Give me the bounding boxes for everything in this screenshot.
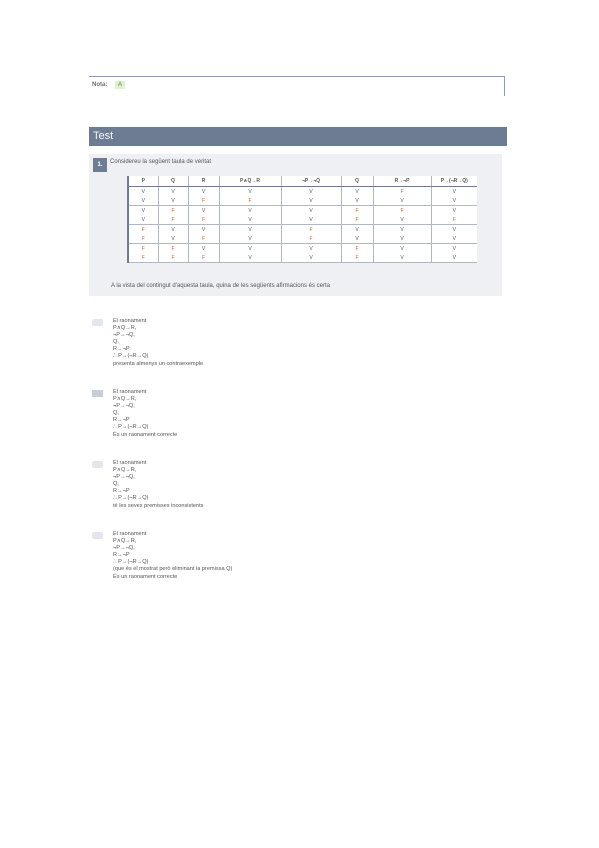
table-cell: V bbox=[341, 225, 373, 235]
table-row bbox=[128, 206, 477, 216]
table-cell: F bbox=[128, 244, 158, 254]
table-cell: V bbox=[219, 225, 281, 235]
table-cell: F bbox=[341, 206, 373, 216]
table-header-cell: R→¬P bbox=[373, 176, 431, 187]
table-cell: V bbox=[158, 187, 188, 197]
question-panel bbox=[89, 154, 502, 296]
table-cell: V bbox=[373, 244, 431, 254]
answer-text bbox=[113, 460, 203, 510]
answer-line: ∴ P→(¬R→Q) bbox=[113, 559, 149, 566]
table-row bbox=[128, 244, 477, 254]
table-header-cell: Q bbox=[341, 176, 373, 187]
answer-line: Q, bbox=[113, 481, 119, 488]
table-cell: V bbox=[281, 244, 341, 254]
table-cell: F bbox=[341, 253, 373, 263]
answer-option[interactable] bbox=[92, 318, 472, 372]
grade-value: A bbox=[115, 81, 125, 89]
answer-line: El raonament bbox=[113, 531, 147, 537]
table-cell: V bbox=[341, 187, 373, 197]
table-cell: V bbox=[431, 253, 477, 263]
table-cell: F bbox=[341, 244, 373, 254]
table-cell: F bbox=[158, 206, 188, 216]
answer-text bbox=[113, 389, 177, 439]
table-cell: V bbox=[341, 196, 373, 206]
table-cell: V bbox=[431, 196, 477, 206]
table-cell: F bbox=[373, 187, 431, 197]
answer-line: És un raonament correcte bbox=[113, 573, 178, 580]
table-cell: V bbox=[281, 187, 341, 197]
table-header-cell: P bbox=[128, 176, 158, 187]
answer-line: Q, bbox=[113, 410, 119, 417]
table-cell: V bbox=[373, 234, 431, 244]
answer-line: R→¬P bbox=[113, 552, 130, 559]
table-cell: F bbox=[281, 225, 341, 235]
table-cell: V bbox=[158, 196, 188, 206]
question-text: Considereu la següent taula de veritat bbox=[110, 159, 212, 165]
table-cell: V bbox=[219, 215, 281, 225]
table-cell: V bbox=[188, 244, 219, 254]
table-cell: V bbox=[373, 225, 431, 235]
table-cell: F bbox=[158, 244, 188, 254]
question-caption: A la vista del contingut d'aquesta taula, quina de les següents afirmacions és certa bbox=[111, 283, 330, 289]
table-cell: F bbox=[373, 206, 431, 216]
answer-option[interactable] bbox=[92, 531, 472, 585]
answer-radio[interactable] bbox=[92, 319, 103, 326]
answer-option[interactable] bbox=[92, 389, 472, 443]
table-row bbox=[128, 225, 477, 235]
table-header-cell: ¬P→¬Q bbox=[281, 176, 341, 187]
table-cell: F bbox=[431, 215, 477, 225]
table-cell: V bbox=[219, 244, 281, 254]
answer-line: ¬P→¬Q, bbox=[113, 403, 135, 410]
grade-box bbox=[89, 76, 505, 96]
answer-line: ∴ P→(¬R→Q) bbox=[113, 353, 149, 360]
table-cell: V bbox=[188, 225, 219, 235]
table-row bbox=[128, 253, 477, 263]
question-number: 1. bbox=[93, 158, 107, 172]
table-cell: V bbox=[281, 253, 341, 263]
table-cell: F bbox=[158, 215, 188, 225]
table-cell: V bbox=[431, 225, 477, 235]
table-cell: V bbox=[373, 215, 431, 225]
table-row bbox=[128, 196, 477, 206]
table-cell: V bbox=[158, 234, 188, 244]
answer-line: Q, bbox=[113, 339, 119, 346]
table-cell: V bbox=[219, 187, 281, 197]
section-title: Test bbox=[93, 130, 114, 142]
table-cell: F bbox=[188, 196, 219, 206]
answer-line: té les seves premisses inconsistents bbox=[113, 502, 204, 509]
table-cell: F bbox=[341, 215, 373, 225]
table-header-cell: Q bbox=[158, 176, 188, 187]
table-row bbox=[128, 215, 477, 225]
table-cell: V bbox=[281, 196, 341, 206]
truth-table bbox=[127, 176, 477, 263]
answer-line: P∧Q→R, bbox=[113, 396, 137, 403]
table-cell: V bbox=[128, 196, 158, 206]
answer-line: És un raonament correcte bbox=[113, 431, 178, 438]
table-cell: F bbox=[188, 253, 219, 263]
table-cell: F bbox=[219, 196, 281, 206]
answer-line: El raonament bbox=[113, 460, 147, 466]
answer-line: El raonament bbox=[113, 318, 147, 324]
table-row bbox=[128, 234, 477, 244]
table-cell: V bbox=[281, 206, 341, 216]
answer-line: P∧Q→R, bbox=[113, 467, 137, 474]
table-cell: V bbox=[158, 225, 188, 235]
answer-option[interactable] bbox=[92, 460, 472, 514]
table-cell: V bbox=[431, 234, 477, 244]
answer-line: (que és el mostrat però eliminant la premissa Q) bbox=[113, 566, 233, 573]
answer-line: ¬P→¬Q, bbox=[113, 332, 135, 339]
table-header-row bbox=[128, 176, 477, 187]
table-cell: V bbox=[128, 206, 158, 216]
table-cell: V bbox=[431, 206, 477, 216]
table-cell: V bbox=[373, 196, 431, 206]
table-cell: V bbox=[188, 187, 219, 197]
answer-line: El raonament bbox=[113, 389, 147, 395]
table-cell: F bbox=[158, 253, 188, 263]
answer-line: P∧Q→R, bbox=[113, 538, 137, 545]
table-cell: V bbox=[219, 234, 281, 244]
answer-radio[interactable] bbox=[92, 532, 103, 539]
answer-line: ¬P→¬Q, bbox=[113, 545, 135, 552]
table-cell: V bbox=[431, 244, 477, 254]
section-header bbox=[89, 127, 507, 146]
table-header-cell: P∧Q→R bbox=[219, 176, 281, 187]
table-cell: V bbox=[188, 206, 219, 216]
table-cell: V bbox=[281, 215, 341, 225]
table-cell: V bbox=[341, 234, 373, 244]
table-header-cell: R bbox=[188, 176, 219, 187]
table-header-cell: P→(¬R→Q) bbox=[431, 176, 477, 187]
table-cell: V bbox=[219, 253, 281, 263]
answer-line: ∴ P→(¬R→Q) bbox=[113, 424, 149, 431]
table-cell: F bbox=[128, 234, 158, 244]
answer-line: R→¬P bbox=[113, 346, 130, 353]
table-cell: V bbox=[128, 187, 158, 197]
table-cell: F bbox=[128, 225, 158, 235]
answer-line: ∴ P→(¬R→Q) bbox=[113, 495, 149, 502]
answer-line: presenta almenys un contraexemple bbox=[113, 360, 204, 367]
table-cell: F bbox=[188, 234, 219, 244]
answer-line: R→¬P bbox=[113, 417, 130, 424]
table-row bbox=[128, 187, 477, 197]
answer-text bbox=[113, 531, 232, 581]
table-cell: F bbox=[188, 215, 219, 225]
answer-line: P∧Q→R, bbox=[113, 325, 137, 332]
table-cell: F bbox=[128, 253, 158, 263]
table-cell: F bbox=[281, 234, 341, 244]
answer-radio[interactable] bbox=[92, 390, 103, 397]
answer-text bbox=[113, 318, 203, 368]
table-cell: V bbox=[128, 215, 158, 225]
table-cell: V bbox=[373, 253, 431, 263]
answer-line: ¬P→¬Q, bbox=[113, 474, 135, 481]
answer-radio[interactable] bbox=[92, 461, 103, 468]
table-cell: V bbox=[219, 206, 281, 216]
table-cell: V bbox=[431, 187, 477, 197]
grade-label: Nota: bbox=[92, 82, 108, 88]
answer-line: R→¬P bbox=[113, 488, 130, 495]
